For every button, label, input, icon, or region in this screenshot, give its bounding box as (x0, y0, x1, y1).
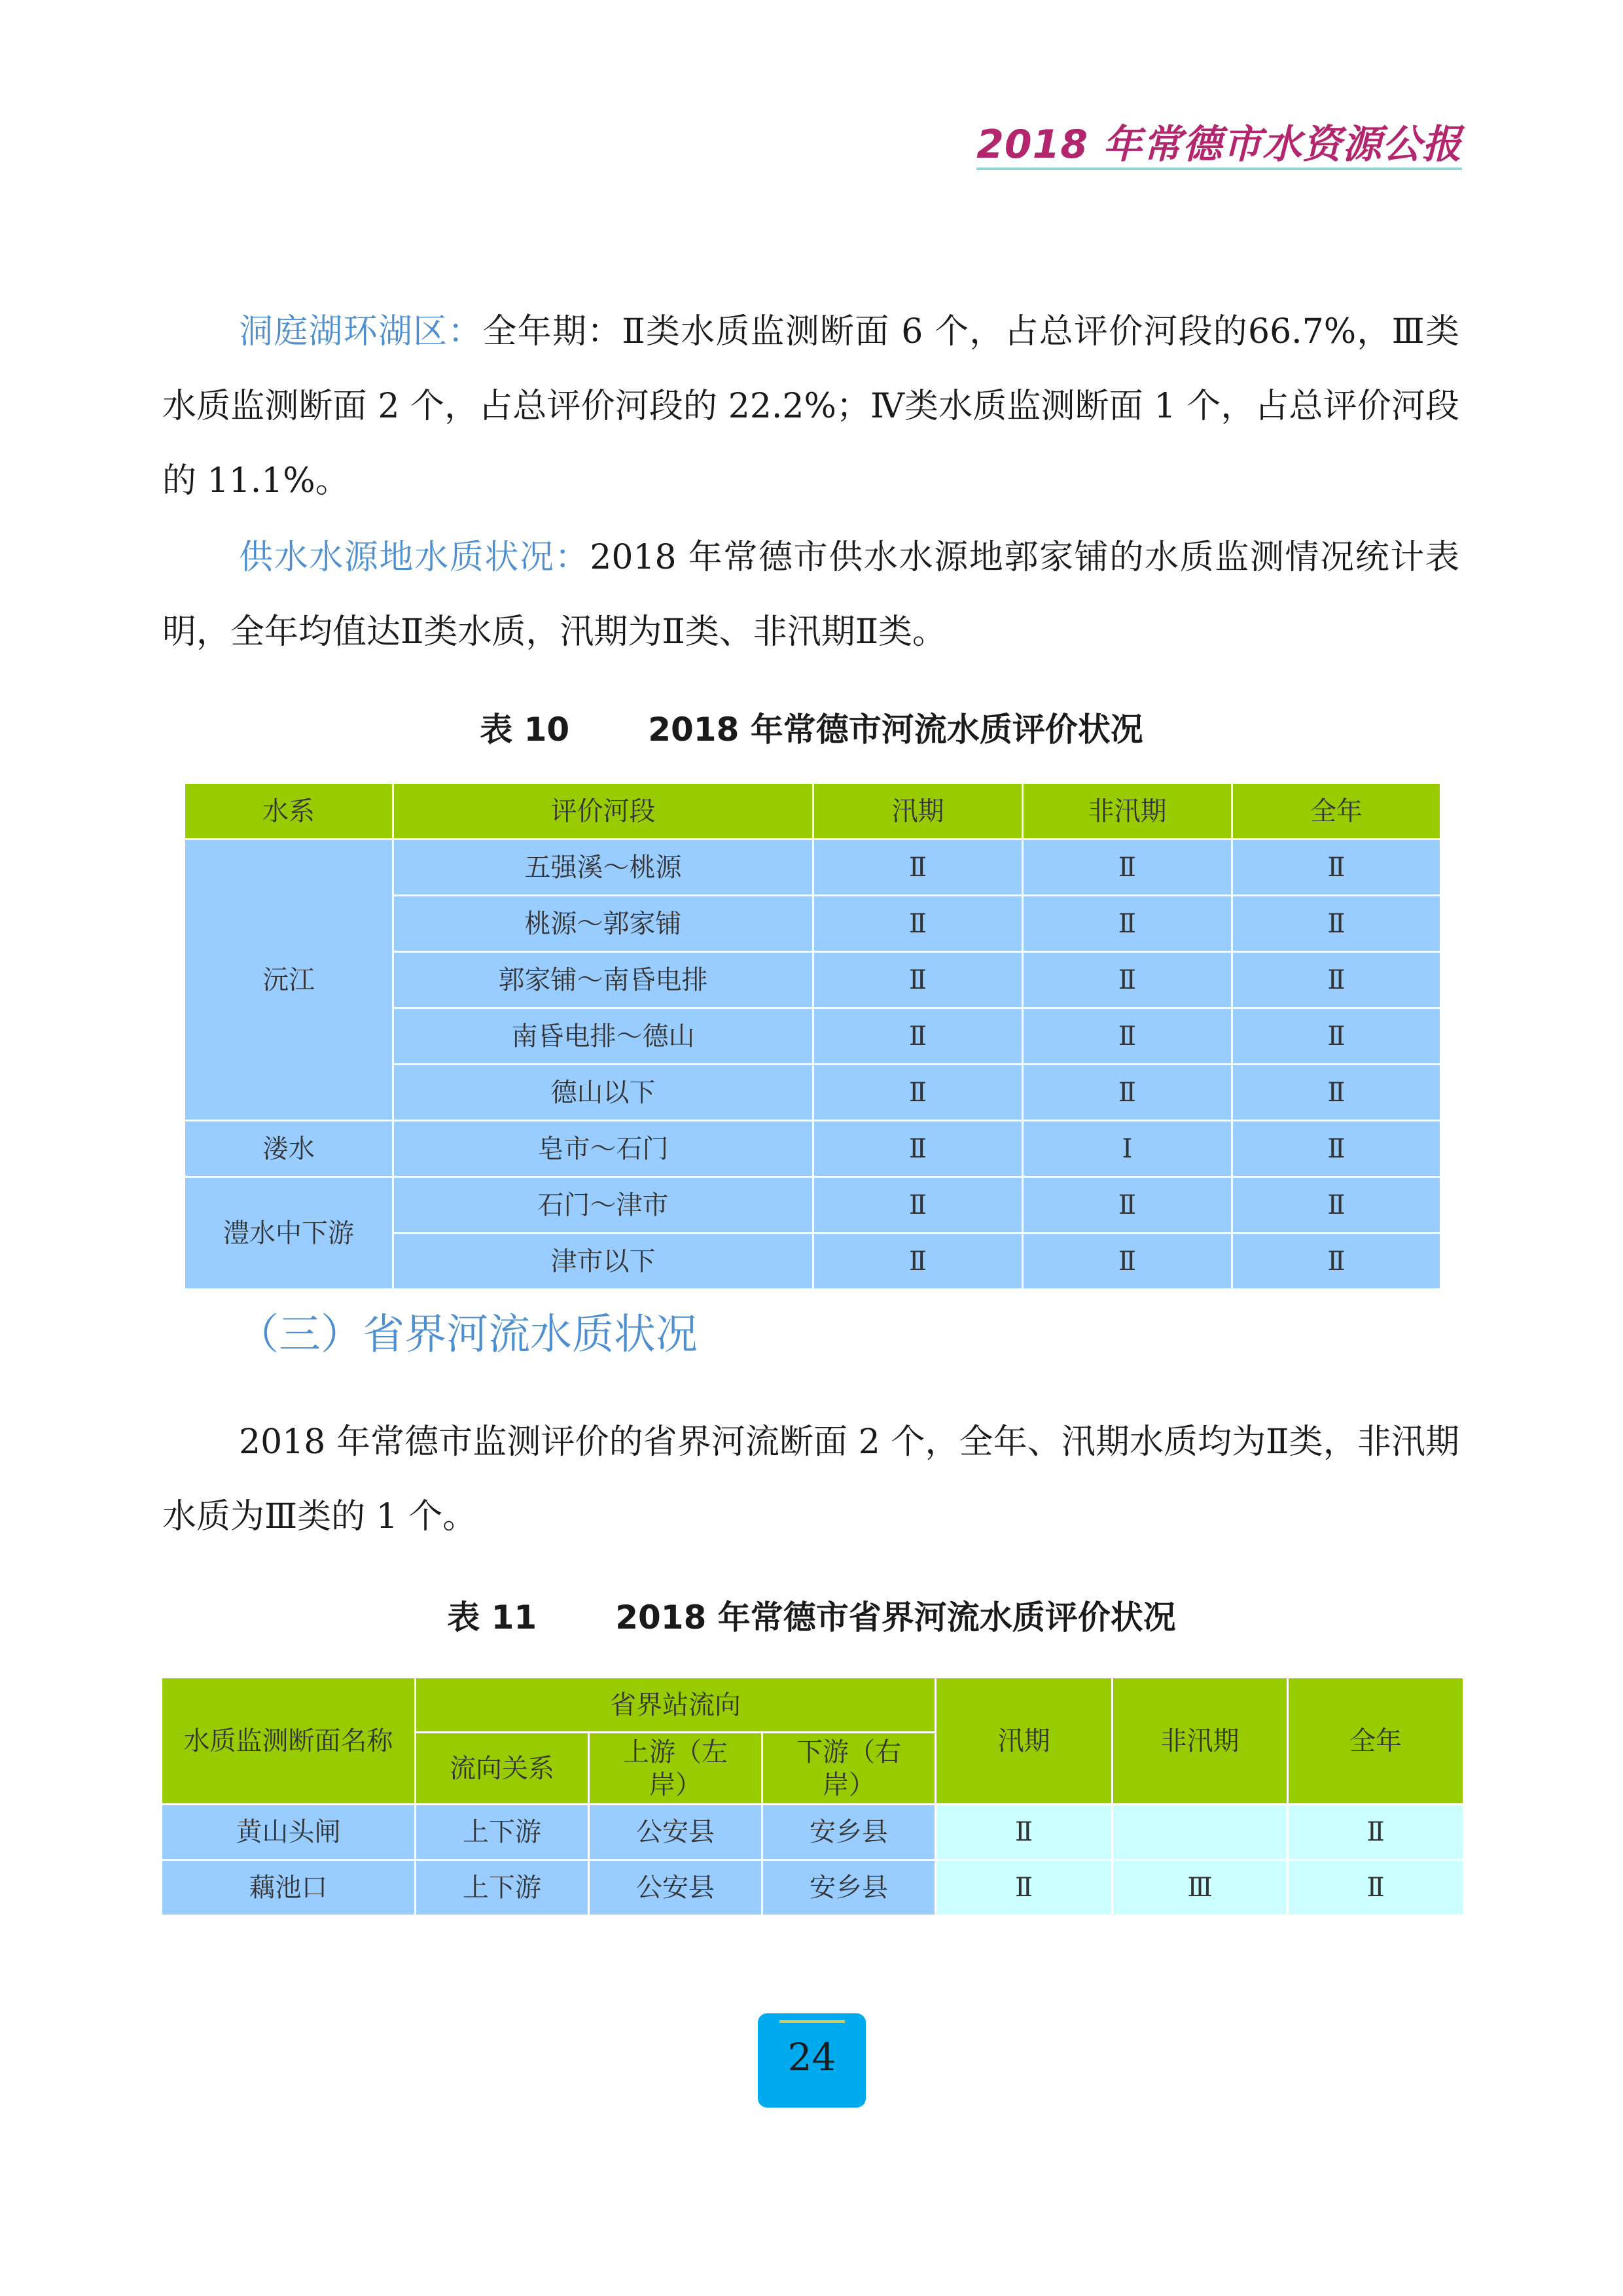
table-cell: Ⅱ (936, 1860, 1113, 1916)
table-row (185, 839, 1441, 896)
table-cell: Ⅱ (1023, 896, 1232, 952)
paragraph-water-source (162, 520, 1459, 669)
table11-header-cell: 全年 (1288, 1678, 1464, 1805)
table-cell: 上下游 (416, 1860, 589, 1916)
table11-caption (0, 1591, 1623, 1638)
table-cell: Ⅱ (1023, 839, 1232, 896)
table10-group-cell: 溇水 (185, 1121, 393, 1177)
table10-caption (0, 703, 1623, 751)
table-cell: 南昏电排～德山 (393, 1008, 813, 1065)
table-cell: Ⅱ (1232, 1065, 1441, 1121)
table-cell: Ⅱ (1232, 1121, 1441, 1177)
table10-header-cell: 非汛期 (1023, 783, 1232, 839)
table11-header-cell: 汛期 (936, 1678, 1113, 1805)
table-cell: Ⅱ (1288, 1860, 1464, 1916)
table-cell: Ⅱ (1023, 1177, 1232, 1233)
table-cell: 公安县 (589, 1805, 762, 1860)
table-cell (1113, 1805, 1288, 1860)
paragraph-lead-dongting: 洞庭湖环湖区： (239, 312, 483, 351)
paragraph-text-water-source: 2018 年常德市供水水源地郭家铺的水质监测情况统计表明，全年均值达Ⅱ类水质，汛期为Ⅱ类、非汛期Ⅱ类。 (162, 538, 1459, 652)
table-cell: Ⅱ (1232, 1008, 1441, 1065)
table10-header-cell: 水系 (185, 783, 393, 839)
table-cell: Ⅱ (813, 839, 1023, 896)
table-cell: Ⅱ (813, 1233, 1023, 1290)
table-cell: 藕池口 (162, 1860, 416, 1916)
table-cell: Ⅱ (1023, 1233, 1232, 1290)
table-cell: Ⅱ (813, 1177, 1023, 1233)
table11-header-cell: 上游（左岸） (589, 1733, 762, 1805)
table-cell: 安乡县 (762, 1860, 936, 1916)
table11-header-cell: 省界站流向 (416, 1678, 936, 1733)
paragraph-text-provincial: 2018 年常德市监测评价的省界河流断面 2 个，全年、汛期水质均为Ⅱ类，非汛期水质为Ⅲ类的 1 个。 (162, 1422, 1459, 1536)
table10-header-cell: 评价河段 (393, 783, 813, 839)
table-cell: 上下游 (416, 1805, 589, 1860)
page-number-badge (758, 2013, 866, 2108)
table-cell: Ⅱ (1023, 1008, 1232, 1065)
table11 (160, 1676, 1465, 1916)
table-cell: Ⅱ (1232, 839, 1441, 896)
table11-caption-number: 表 11 (447, 1598, 537, 1636)
table-cell: Ⅱ (1232, 1177, 1441, 1233)
table-cell: 公安县 (589, 1860, 762, 1916)
table-row (185, 1177, 1441, 1233)
table11-header-cell: 流向关系 (416, 1733, 589, 1805)
table-cell: 津市以下 (393, 1233, 813, 1290)
table11-header-cell: 非汛期 (1113, 1678, 1288, 1805)
table11-header-cell: 下游（右岸） (762, 1733, 936, 1805)
table-cell: Ⅲ (1113, 1860, 1288, 1916)
table10-header-cell: 汛期 (813, 783, 1023, 839)
table11-header-cell: 水质监测断面名称 (162, 1678, 416, 1805)
table-cell: Ⅱ (936, 1805, 1113, 1860)
table-cell: 黄山头闸 (162, 1805, 416, 1860)
table-cell: Ⅰ (1023, 1121, 1232, 1177)
paragraph-dongting (162, 294, 1459, 518)
table-cell: Ⅱ (813, 952, 1023, 1008)
table-row (185, 1121, 1441, 1177)
table-cell: 桃源～郭家铺 (393, 896, 813, 952)
table-row (162, 1860, 1464, 1916)
table-cell: Ⅱ (813, 896, 1023, 952)
section-heading: （三）省界河流水质状况 (237, 1311, 698, 1359)
page-number: 24 (787, 2035, 836, 2079)
table-cell: Ⅱ (1232, 1233, 1441, 1290)
table10-header-row (185, 783, 1441, 839)
table-cell: 德山以下 (393, 1065, 813, 1121)
table11-header-row (162, 1678, 1464, 1733)
table-cell: 石门～津市 (393, 1177, 813, 1233)
table-cell: 皂市～石门 (393, 1121, 813, 1177)
table-cell: Ⅱ (1023, 952, 1232, 1008)
table10-group-cell: 澧水中下游 (185, 1177, 393, 1290)
paragraph-lead-water-source: 供水水源地水质状况： (239, 538, 590, 577)
table-cell: Ⅱ (1023, 1065, 1232, 1121)
table10-caption-number: 表 10 (480, 711, 570, 749)
table10 (183, 782, 1442, 1290)
table10-header-cell: 全年 (1232, 783, 1441, 839)
header-title: 2018 年常德市水资源公报 (976, 123, 1462, 170)
table-cell: Ⅱ (1232, 896, 1441, 952)
table-cell: 安乡县 (762, 1805, 936, 1860)
table-cell: Ⅱ (1232, 952, 1441, 1008)
paragraph-text-dongting: 全年期：Ⅱ类水质监测断面 6 个，占总评价河段的66.7%，Ⅲ类水质监测断面 2 个，占总评价河段的 22.2%；Ⅳ类水质监测断面 1 个，占总评价河段的 11.1%。 (162, 312, 1459, 501)
table-cell: 郭家铺～南昏电排 (393, 952, 813, 1008)
table-cell: Ⅱ (813, 1065, 1023, 1121)
table10-caption-title: 2018 年常德市河流水质评价状况 (648, 711, 1143, 749)
table-row (162, 1805, 1464, 1860)
table11-caption-title: 2018 年常德市省界河流水质评价状况 (615, 1598, 1176, 1636)
table-cell: 五强溪～桃源 (393, 839, 813, 896)
table-cell: Ⅱ (813, 1008, 1023, 1065)
table-cell: Ⅱ (1288, 1805, 1464, 1860)
paragraph-provincial (162, 1405, 1459, 1554)
table-cell: Ⅱ (813, 1121, 1023, 1177)
table10-group-cell: 沅江 (185, 839, 393, 1121)
